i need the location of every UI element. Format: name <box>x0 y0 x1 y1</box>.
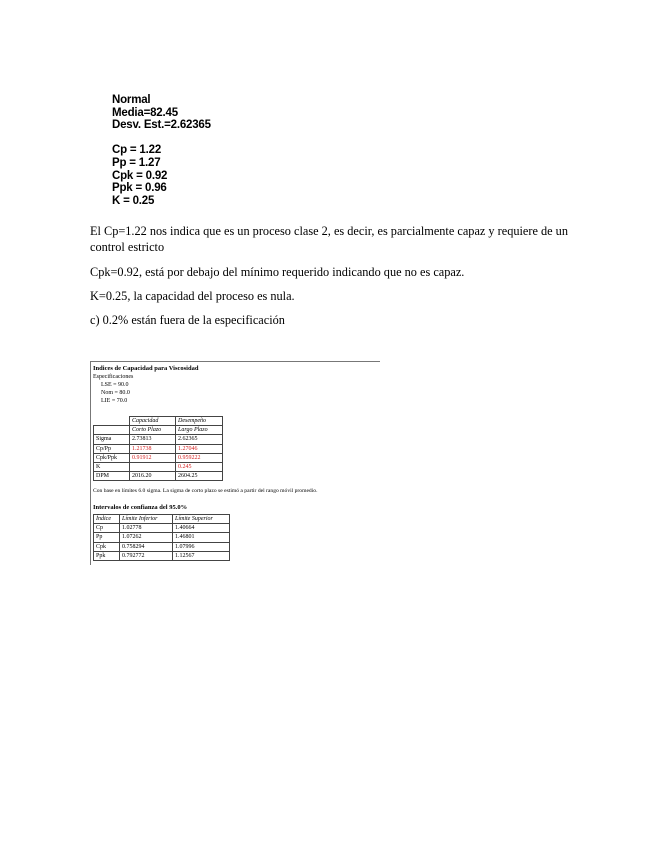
row-label: Cpk/Ppk <box>94 453 130 462</box>
table-row <box>94 462 223 471</box>
index-line: Pp = 1.27 <box>112 156 161 169</box>
row-label: Cpk <box>94 542 120 551</box>
paragraph-cp: El Cp=1.22 nos indica que es un proceso clase 2, es decir, es parcialmente capaz y requiere de un control estricto <box>90 224 568 254</box>
table-subheader-row <box>94 426 223 435</box>
spec-label: Especificaciones <box>93 374 134 380</box>
row-label: K <box>94 462 130 471</box>
spec-lie: LIE = 70.0 <box>101 398 128 404</box>
figure-note: Con base en límites 6.0 sigma. La sigma de corto plazo se estimó a partir del rango móvil promedio. <box>93 488 318 494</box>
figure-title: Indices de Capacidad para Viscosidad <box>93 365 199 372</box>
table-header: Índice <box>94 515 120 524</box>
long-term-value: 0.959222 <box>176 453 223 462</box>
figure-top-border <box>90 361 380 362</box>
table-subheader: Largo Plazo <box>176 426 223 435</box>
short-term-value: 2016.20 <box>130 472 176 481</box>
upper-limit: 1.12567 <box>173 551 230 560</box>
short-term-value <box>130 462 176 471</box>
long-term-value: 0.245 <box>176 462 223 471</box>
upper-limit: 1.07996 <box>173 542 230 551</box>
figure-left-border <box>90 361 91 565</box>
row-label: Cp/Pp <box>94 444 130 453</box>
ci-title: Intervalos de confianza del 95.0% <box>93 504 188 511</box>
capability-figure <box>90 361 382 565</box>
lower-limit: 0.792772 <box>120 551 173 560</box>
row-label: Cp <box>94 524 120 533</box>
table-row <box>94 453 223 462</box>
short-term-value: 1.21738 <box>130 444 176 453</box>
table-header: Desempeño <box>176 417 223 426</box>
short-term-value: 2.73813 <box>130 435 176 444</box>
row-label: Ppk <box>94 551 120 560</box>
table-row <box>94 524 230 533</box>
spec-lse: LSE = 90.0 <box>101 382 129 388</box>
stats-line: Normal <box>112 94 151 106</box>
index-line: Cpk = 0.92 <box>112 169 168 182</box>
long-term-value: 2604.25 <box>176 472 223 481</box>
stats-line: Desv. Est.=2.62365 <box>112 119 211 132</box>
index-line: K = 0.25 <box>112 194 155 207</box>
capability-table <box>93 416 223 481</box>
table-header: Capacidad <box>130 417 176 426</box>
stats-line: Media=82.45 <box>112 106 178 119</box>
lower-limit: 0.758294 <box>120 542 173 551</box>
table-header: Límite Superior <box>173 515 230 524</box>
table-cell <box>94 417 130 426</box>
table-row <box>94 444 223 453</box>
confidence-interval-table <box>93 514 230 561</box>
index-line: Cp = 1.22 <box>112 144 162 157</box>
long-term-value: 1.27046 <box>176 444 223 453</box>
paragraph-k: K=0.25, la capacidad del proceso es nula. <box>90 289 295 303</box>
table-row <box>94 551 230 560</box>
long-term-value: 2.62365 <box>176 435 223 444</box>
row-label: Sigma <box>94 435 130 444</box>
table-subheader: Corto Plazo <box>130 426 176 435</box>
statistics-summary <box>112 94 211 207</box>
table-row <box>94 533 230 542</box>
table-cell <box>94 426 130 435</box>
upper-limit: 1.46801 <box>173 533 230 542</box>
short-term-value: 0.91912 <box>130 453 176 462</box>
table-row <box>94 435 223 444</box>
table-header-row <box>94 515 230 524</box>
table-header: Límite Inferior <box>120 515 173 524</box>
row-label: Pp <box>94 533 120 542</box>
paragraph-cpk: Cpk=0.92, está por debajo del mínimo requerido indicando que no es capaz. <box>90 265 465 279</box>
lower-limit: 1.02778 <box>120 524 173 533</box>
table-row <box>94 472 223 481</box>
index-line: Ppk = 0.96 <box>112 182 167 195</box>
spec-nom: Nom = 80.0 <box>101 390 130 396</box>
lower-limit: 1.07262 <box>120 533 173 542</box>
row-label: DPM <box>94 472 130 481</box>
paragraph-out-of-spec: c) 0.2% están fuera de la especificación <box>90 313 285 327</box>
table-header-row <box>94 417 223 426</box>
spacer <box>112 132 211 145</box>
table-row <box>94 542 230 551</box>
upper-limit: 1.40664 <box>173 524 230 533</box>
